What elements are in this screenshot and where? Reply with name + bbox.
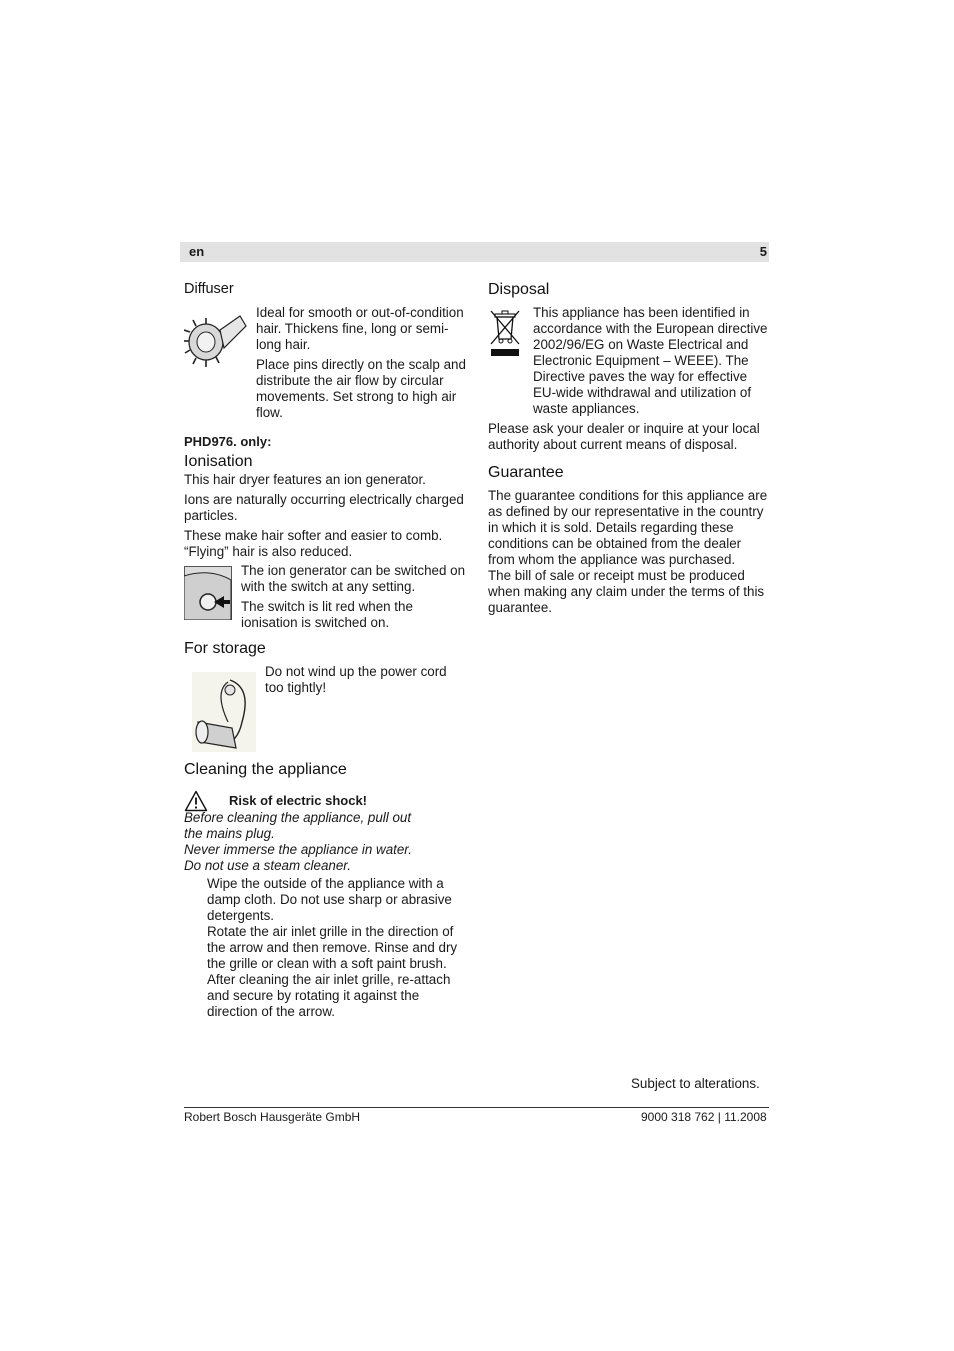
- ionisation-paragraph-1: This hair dryer features an ion generator.: [184, 472, 426, 487]
- footer-company: Robert Bosch Hausgeräte GmbH: [184, 1110, 361, 1124]
- ionisation-paragraph-3: These make hair softer and easier to comb. “Flying” hair is also reduced.: [184, 528, 443, 559]
- guarantee-paragraph-2: The bill of sale or receipt must be produced when making any claim under the terms of this guarantee.: [488, 568, 765, 615]
- diffuser-text: [256, 305, 466, 425]
- disposal-heading: Disposal: [488, 281, 550, 298]
- disposal-paragraph-2: Please ask your dealer or inquire at your local authority about current means of disposal.: [488, 421, 760, 452]
- ionisation-heading: Ionisation: [184, 453, 253, 470]
- header-bar: [180, 242, 769, 262]
- guarantee-paragraph-1: The guarantee conditions for this appliance are as defined by our representative in the country in which it is sold. Details regarding these conditions can be obtained from the dealer from whom the appliance was purchased.: [488, 488, 768, 567]
- ion-switch-text: [241, 563, 466, 635]
- cleaning-text: [207, 876, 466, 1020]
- guarantee-text: [488, 488, 770, 616]
- storage-text: [265, 664, 465, 700]
- disposal-text-1: [533, 305, 768, 421]
- guarantee-heading: Guarantee: [488, 464, 564, 481]
- storage-illustration: [192, 672, 256, 752]
- ionisation-paragraph-2: Ions are naturally occurring electrically charged particles.: [184, 492, 464, 523]
- storage-paragraph-1: Do not wind up the power cord too tightly!: [265, 664, 447, 695]
- cleaning-paragraph-1: Wipe the outside of the appliance with a damp cloth. Do not use sharp or abrasive detergents.: [207, 876, 452, 923]
- cleaning-heading: Cleaning the appliance: [184, 761, 347, 778]
- diffuser-paragraph-2: Place pins directly on the scalp and distribute the air flow by circular movements. Set strong to high air flow.: [256, 357, 466, 420]
- model-note: PHD976. only:: [184, 434, 272, 449]
- footer-rule: [184, 1107, 769, 1108]
- disposal-paragraph-1: This appliance has been identified in accordance with the European directive 2002/96/EG on Waste Electrical and Electronic Equipment – WEEE). The Directive paves the way for effective EU-wide withdrawal and utilization of waste appliances.: [533, 305, 768, 416]
- warning-triangle-icon: [184, 790, 208, 812]
- warning-line-1: Before cleaning the appliance, pull out the mains plug.: [184, 810, 412, 841]
- ionisation-paragraph-4: The ion generator can be switched on with the switch at any setting.: [241, 563, 466, 594]
- warning-line-3: Do not use a steam cleaner.: [184, 858, 351, 873]
- warning-line-2: Never immerse the appliance in water.: [184, 842, 412, 857]
- warning-title: Risk of electric shock!: [229, 793, 367, 808]
- storage-heading: For storage: [184, 640, 266, 657]
- diffuser-paragraph-1: Ideal for smooth or out-of-condition hair. Thickens fine, long or semi-long hair.: [256, 305, 464, 352]
- diffuser-heading: Diffuser: [184, 281, 234, 297]
- page-number: 5: [759, 244, 767, 259]
- warning-text: [184, 810, 429, 874]
- weee-bin-icon: [488, 309, 522, 359]
- footer-document-id: 9000 318 762 | 11.2008: [641, 1110, 767, 1124]
- ionisation-paragraph-5: The switch is lit red when the ionisation is switched on.: [241, 599, 413, 630]
- diffuser-illustration: [184, 308, 248, 370]
- disposal-text-2: [488, 421, 770, 457]
- alterations-note: Subject to alterations.: [631, 1076, 760, 1091]
- ionisation-text: [184, 472, 464, 564]
- ion-switch-illustration: [184, 566, 232, 620]
- language-code: en: [189, 244, 205, 259]
- cleaning-paragraph-2: Rotate the air inlet grille in the direction of the arrow and then remove. Rinse and dry the grille or clean with a soft paint brush. After cleaning the air inlet grille, re-attach and secure by rotating it against the direction of the arrow.: [207, 924, 458, 1019]
